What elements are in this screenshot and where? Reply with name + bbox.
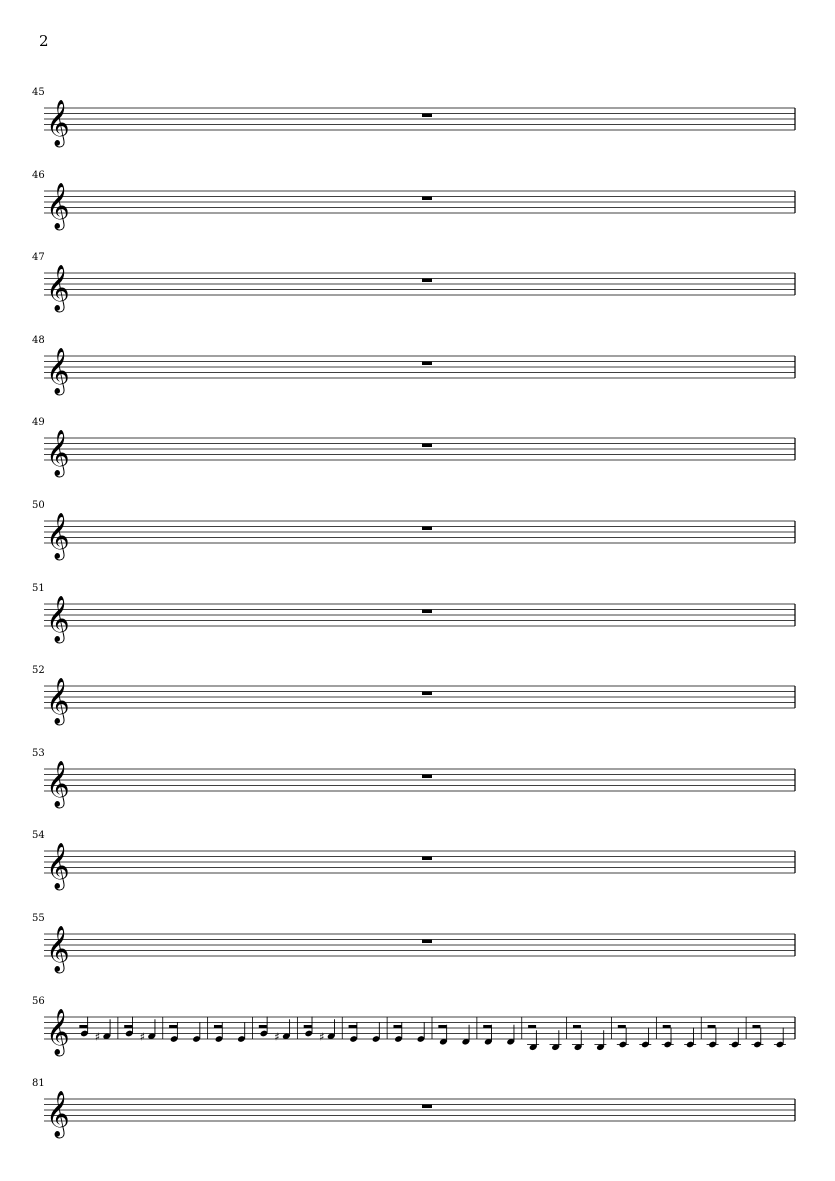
measure-number: 46 bbox=[32, 170, 45, 181]
treble-clef-icon: 𝄞 bbox=[46, 843, 70, 889]
whole-rest bbox=[422, 1105, 432, 1109]
sharp-icon: ♯ bbox=[274, 1030, 280, 1044]
half-rest bbox=[438, 1025, 446, 1028]
staff-svg bbox=[0, 418, 835, 478]
measure-number: 49 bbox=[32, 417, 45, 428]
staff-system bbox=[0, 584, 835, 644]
half-rest bbox=[528, 1025, 536, 1028]
measure-number: 56 bbox=[32, 996, 45, 1007]
whole-rest bbox=[422, 362, 432, 366]
half-rest bbox=[304, 1025, 312, 1028]
staff-system bbox=[0, 997, 835, 1057]
staff-system bbox=[0, 88, 835, 148]
whole-rest bbox=[422, 197, 432, 201]
treble-clef-icon: 𝄞 bbox=[46, 265, 70, 311]
half-rest bbox=[573, 1025, 581, 1028]
half-rest bbox=[169, 1025, 177, 1028]
treble-clef-icon: 𝄞 bbox=[46, 926, 70, 972]
staff-system bbox=[0, 418, 835, 478]
staff-svg bbox=[0, 749, 835, 809]
half-rest bbox=[214, 1025, 222, 1028]
treble-clef-icon: 𝄞 bbox=[46, 100, 70, 146]
staff-system bbox=[0, 749, 835, 809]
staff-system bbox=[0, 914, 835, 974]
treble-clef-icon: 𝄞 bbox=[46, 1091, 70, 1137]
staff-svg bbox=[0, 831, 835, 891]
staff-system bbox=[0, 171, 835, 231]
staff-system bbox=[0, 253, 835, 313]
sharp-icon: ♯ bbox=[94, 1030, 101, 1044]
staff-svg bbox=[0, 171, 835, 231]
staff-system bbox=[0, 501, 835, 561]
treble-clef-icon: 𝄞 bbox=[46, 513, 70, 559]
measure-number: 52 bbox=[32, 665, 45, 676]
treble-clef-icon: 𝄞 bbox=[46, 1009, 70, 1055]
half-rest bbox=[663, 1025, 671, 1028]
whole-rest bbox=[422, 940, 432, 944]
half-rest bbox=[752, 1025, 760, 1028]
staff-svg bbox=[0, 666, 835, 726]
staff-svg bbox=[0, 997, 835, 1057]
treble-clef-icon: 𝄞 bbox=[46, 348, 70, 394]
whole-rest bbox=[422, 610, 432, 614]
whole-rest bbox=[422, 692, 432, 696]
half-rest bbox=[259, 1025, 267, 1028]
page-number: 2 bbox=[39, 32, 49, 50]
staff-system bbox=[0, 666, 835, 726]
whole-rest bbox=[422, 114, 432, 118]
staff-svg bbox=[0, 501, 835, 561]
half-rest bbox=[393, 1025, 401, 1028]
whole-rest bbox=[422, 527, 432, 531]
staff-svg bbox=[0, 253, 835, 313]
staff-system bbox=[0, 336, 835, 396]
sharp-icon: ♯ bbox=[139, 1030, 145, 1044]
half-rest bbox=[79, 1025, 87, 1028]
treble-clef-icon: 𝄞 bbox=[46, 761, 70, 807]
treble-clef-icon: 𝄞 bbox=[46, 678, 70, 724]
sharp-icon: ♯ bbox=[319, 1030, 325, 1044]
measure-number: 45 bbox=[32, 87, 45, 98]
treble-clef-icon: 𝄞 bbox=[46, 596, 70, 642]
measure-number: 48 bbox=[32, 335, 45, 346]
measure-number: 47 bbox=[32, 252, 45, 263]
whole-rest bbox=[422, 444, 432, 448]
staff-system bbox=[0, 1079, 835, 1139]
staff-system bbox=[0, 831, 835, 891]
staff-svg bbox=[0, 1079, 835, 1139]
whole-rest bbox=[422, 279, 432, 283]
measure-number: 51 bbox=[32, 583, 45, 594]
half-rest bbox=[618, 1025, 626, 1028]
measure-number: 55 bbox=[32, 913, 45, 924]
half-rest bbox=[708, 1025, 716, 1028]
whole-rest bbox=[422, 857, 432, 861]
treble-clef-icon: 𝄞 bbox=[46, 183, 70, 229]
staff-svg bbox=[0, 336, 835, 396]
staff-svg bbox=[0, 584, 835, 644]
half-rest bbox=[483, 1025, 491, 1028]
measure-number: 81 bbox=[32, 1078, 45, 1089]
measure-number: 53 bbox=[32, 748, 45, 759]
whole-rest bbox=[422, 775, 432, 779]
measure-number: 54 bbox=[32, 830, 45, 841]
staff-svg bbox=[0, 914, 835, 974]
treble-clef-icon: 𝄞 bbox=[46, 430, 70, 476]
half-rest bbox=[349, 1025, 357, 1028]
half-rest bbox=[124, 1025, 132, 1028]
measure-number: 50 bbox=[32, 500, 45, 511]
staff-svg bbox=[0, 88, 835, 148]
